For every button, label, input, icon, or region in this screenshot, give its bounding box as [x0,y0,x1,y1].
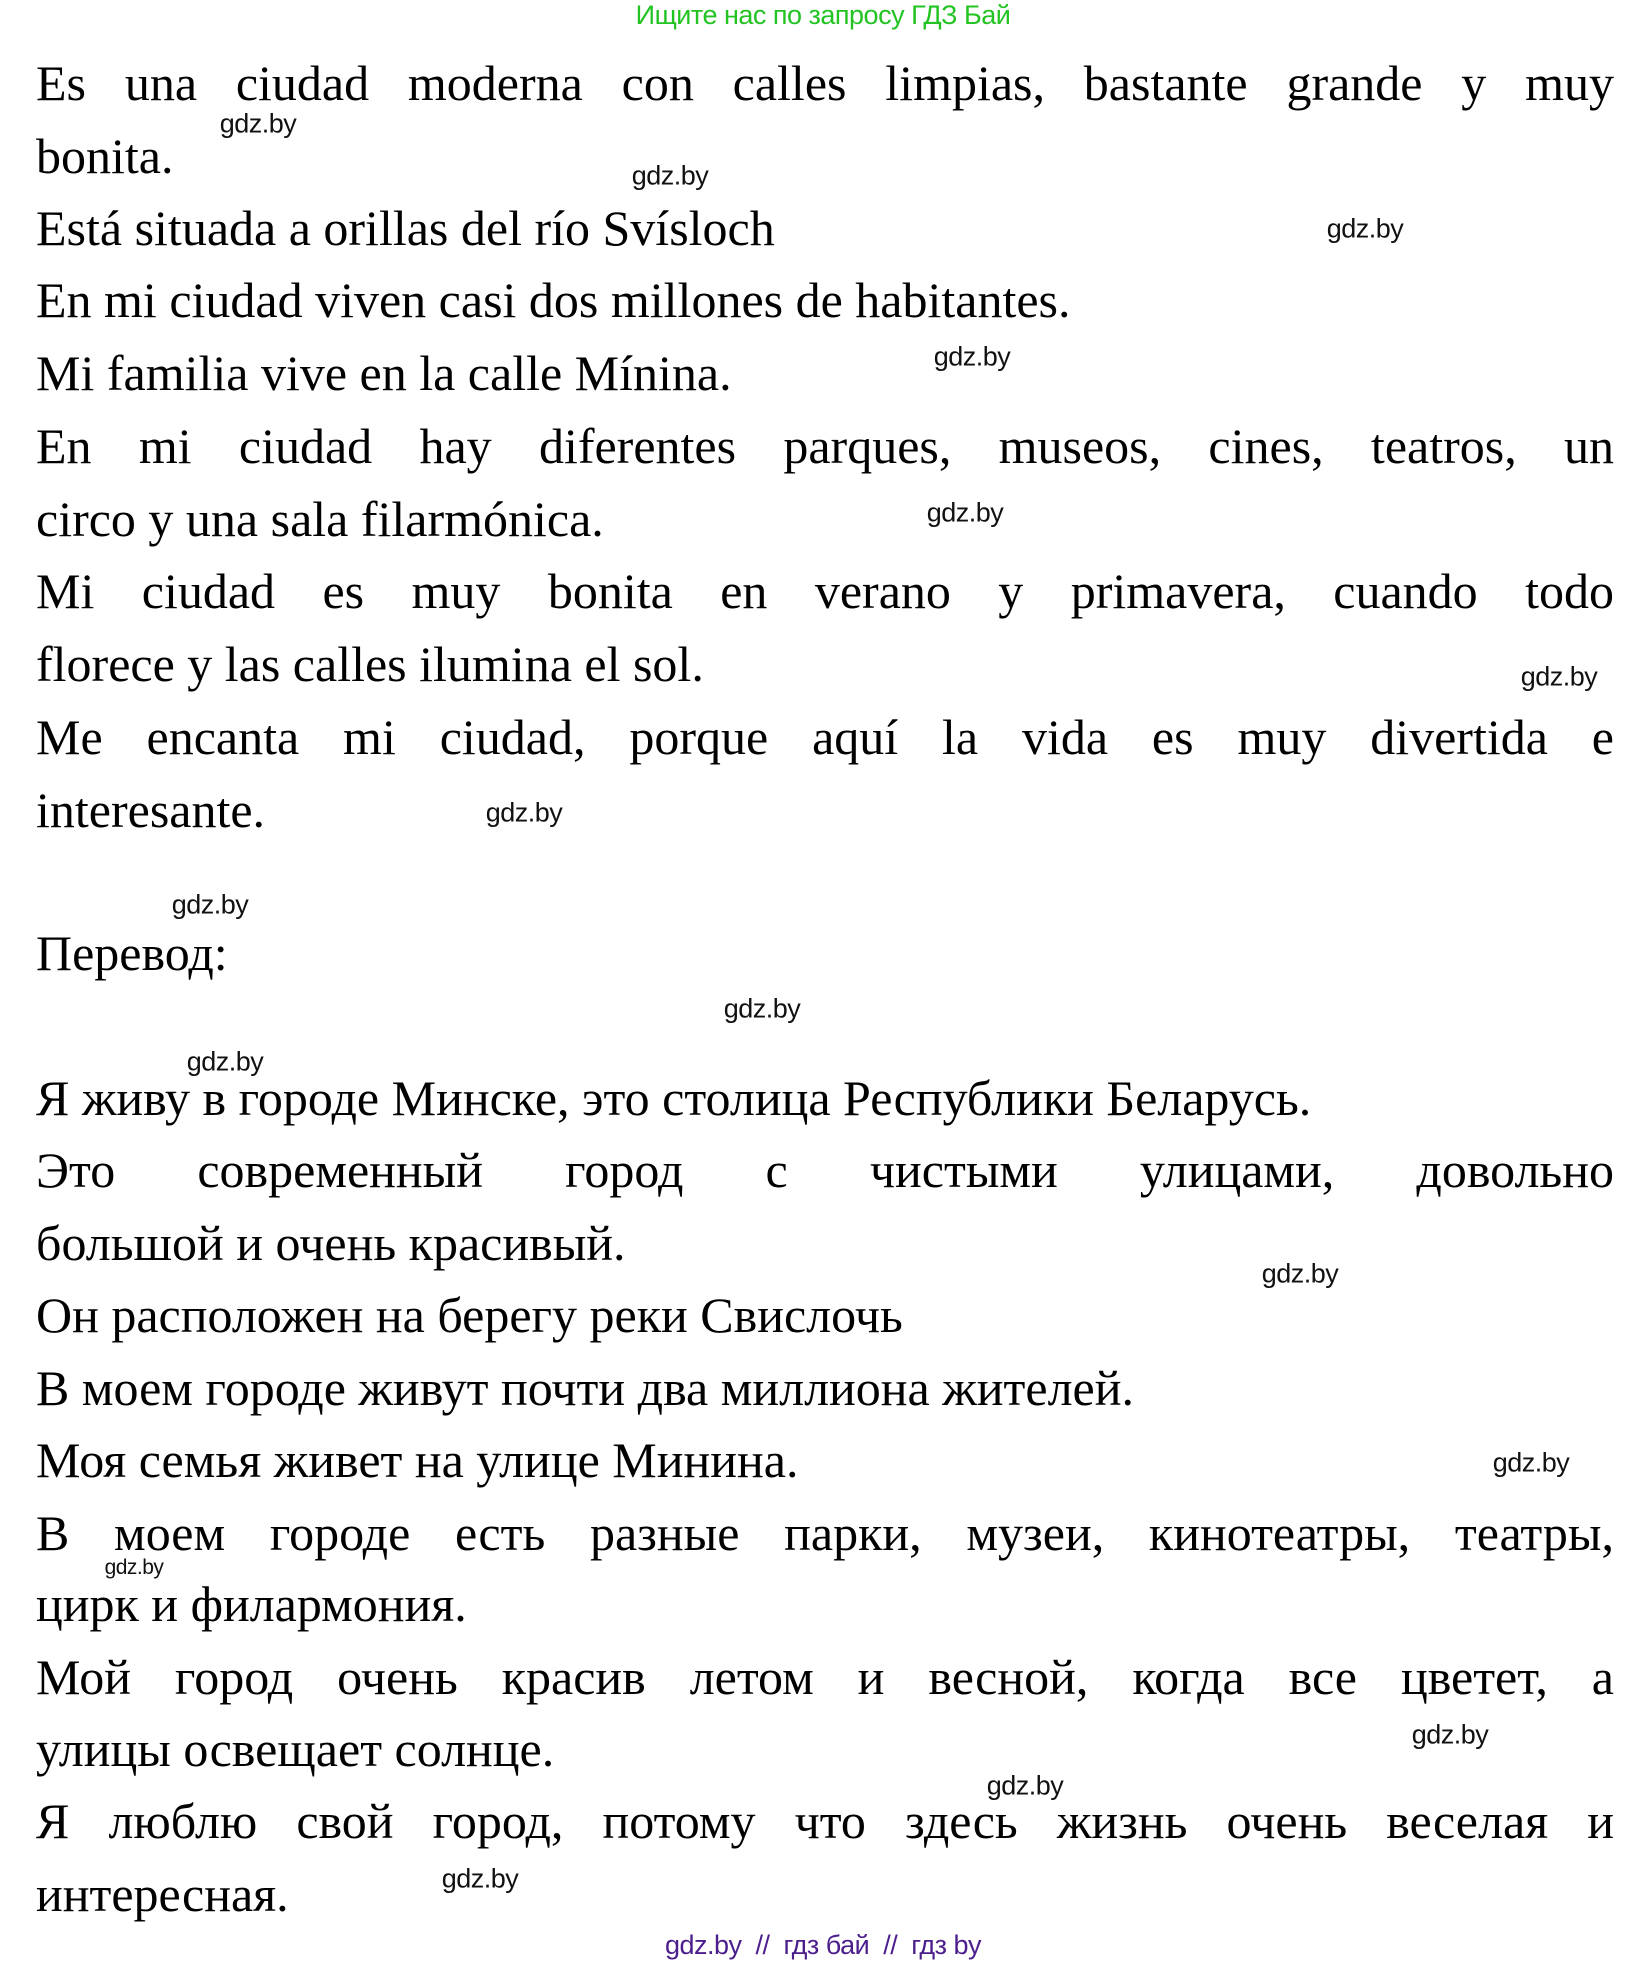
footer-links-text: gdz.by // гдз бай // гдз by [664,1930,982,1960]
text-line: В моем городе живут почти два миллиона жителей. [36,1360,1134,1416]
watermark: gdz.by [986,1770,1064,1801]
watermark: gdz.by [631,160,709,191]
text-line: florece y las calles ilumina el sol. [36,636,704,692]
translation-heading: Перевод: [36,925,228,981]
text-line: Mi familia vive en la calle Mínina. [36,345,732,401]
text-line: Мой город очень красив летом и весной, когда все цветет, а [36,1649,1614,1705]
text-line: circo y una sala filarmónica. [36,491,604,547]
watermark: gdz.by [1492,1447,1570,1478]
text-line: interesante. [36,782,266,838]
text-line: интересная. [36,1866,289,1922]
text-line: bonita. [36,128,174,184]
watermark: gdz.by [723,993,801,1024]
text-line: Me encanta mi ciudad, porque aquí la vida es muy divertida e [36,709,1614,765]
watermark: gdz.by [104,1556,164,1579]
watermark: gdz.by [441,1863,519,1894]
text-line: Mi ciudad es muy bonita en verano y primavera, cuando todo [36,563,1614,619]
text-line: Моя семья живет на улице Минина. [36,1432,799,1488]
text-line: Я живу в городе Минске, это столица Республики Беларусь. [36,1070,1312,1126]
watermark: gdz.by [219,108,297,139]
watermark: gdz.by [1326,213,1404,244]
watermark: gdz.by [933,341,1011,372]
text-line: Es una ciudad moderna con calles limpias, bastante grande y muy [36,55,1614,111]
text-line: большой и очень красивый. [36,1215,626,1271]
watermark: gdz.by [1411,1719,1489,1750]
watermark: gdz.by [926,497,1004,528]
header-promo-text: Ищите нас по запросу ГДЗ Бай [635,0,1011,30]
text-line: Это современный город с чистыми улицами, довольно [36,1142,1614,1198]
text-line: En mi ciudad viven casi dos millones de habitantes. [36,272,1071,328]
text-line: В моем городе есть разные парки, музеи, кинотеатры, театры, [36,1505,1614,1561]
watermark: gdz.by [186,1046,264,1077]
text-line: Он расположен на берегу реки Свислочь [36,1287,903,1343]
text-line: улицы освещает солнце. [36,1721,555,1777]
text-line: цирк и филармония. [36,1576,467,1632]
watermark: gdz.by [1261,1258,1339,1289]
text-line: Я люблю свой город, потому что здесь жизнь очень веселая и [36,1793,1614,1849]
text-line: Está situada a orillas del río Svísloch [36,200,775,256]
watermark: gdz.by [171,889,249,920]
watermark: gdz.by [1520,661,1598,692]
text-line: En mi ciudad hay diferentes parques, museos, cines, teatros, un [36,418,1614,474]
watermark: gdz.by [485,797,563,828]
